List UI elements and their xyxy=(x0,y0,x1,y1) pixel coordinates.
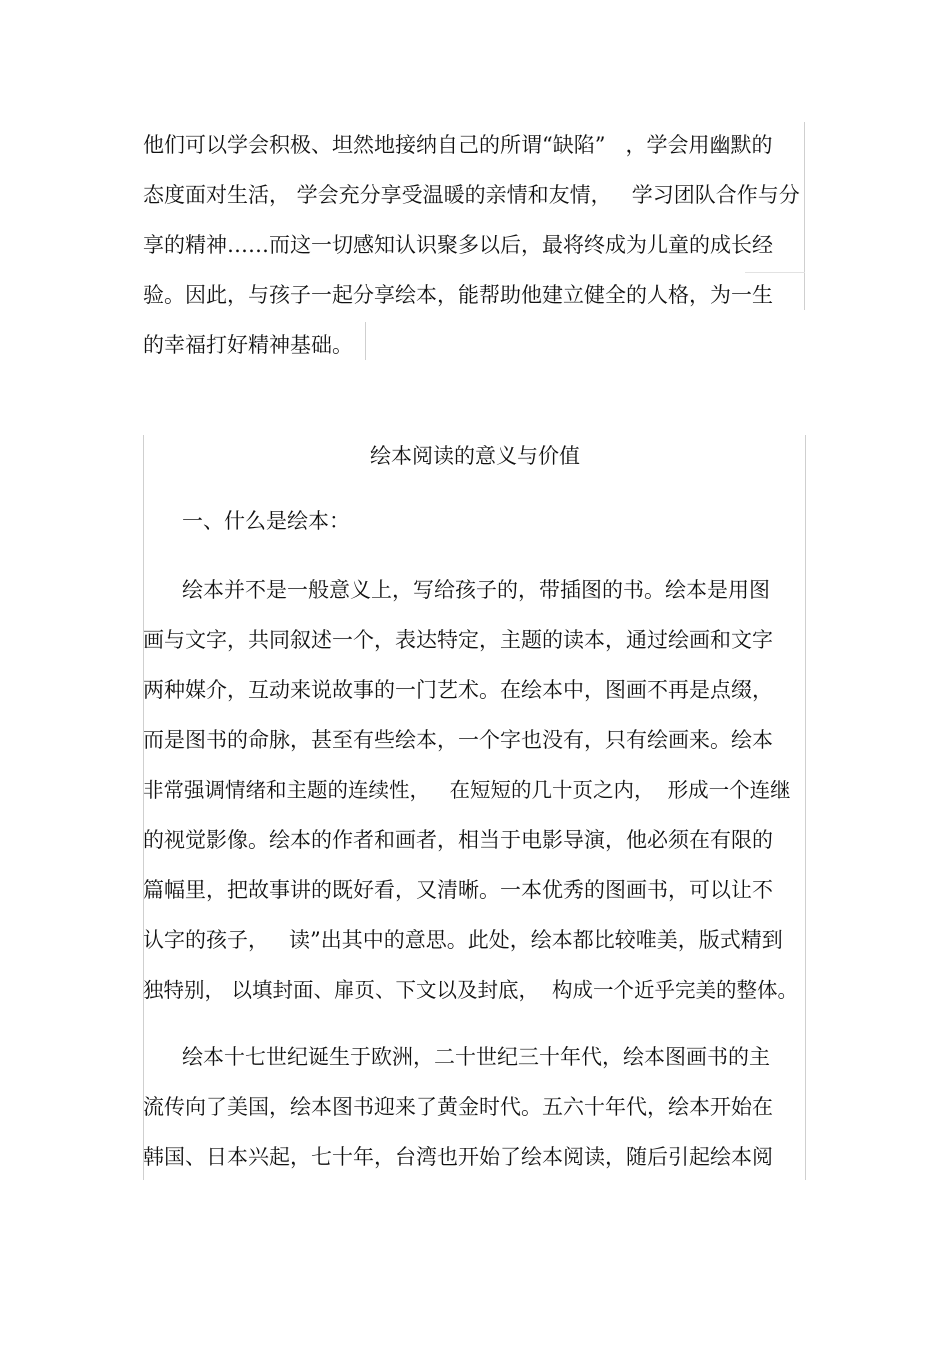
para1-line-5: 非常强调情绪和主题的连续性， 在短短的几十页之内， 形成一个连继 xyxy=(143,778,791,802)
section-heading: 一、什么是绘本： xyxy=(182,509,350,533)
para1-line-9: 独特别， 以填封面、扉页、下文以及封底， 构成一个近乎完美的整体。 xyxy=(143,978,799,1002)
block1-row-divider xyxy=(745,272,805,273)
para2-line-3: 韩国、日本兴起，七十年，台湾也开始了绘本阅读，随后引起绘本阅 xyxy=(143,1145,773,1169)
para2-line-2: 流传向了美国，绘本图书迎来了黄金时代。五六十年代，绘本开始在 xyxy=(143,1095,773,1119)
block1-line-1: 他们可以学会积极、坦然地接纳自己的所谓“缺陷” ，学会用幽默的 xyxy=(143,133,773,157)
para1-line-3: 两种媒介，互动来说故事的一门艺术。在绘本中，图画不再是点缀， xyxy=(143,678,773,702)
section-title: 绘本阅读的意义与价值 xyxy=(370,444,580,468)
para1-line-2: 画与文字，共同叙述一个，表达特定，主题的读本，通过绘画和文字 xyxy=(143,628,773,652)
block2-left-border xyxy=(143,435,144,1180)
block1-line-5: 的幸福打好精神基础。 xyxy=(143,333,353,357)
block1-line-2: 态度面对生活， 学会充分享受温暖的亲情和友情， 学习团队合作与分 xyxy=(143,183,800,207)
para1-line-1: 绘本并不是一般意义上，写给孩子的，带插图的书。绘本是用图 xyxy=(182,578,770,602)
para2-line-1: 绘本十七世纪诞生于欧洲，二十世纪三十年代，绘本图画书的主 xyxy=(182,1045,770,1069)
para1-line-6: 的视觉影像。绘本的作者和画者，相当于电影导演，他必须在有限的 xyxy=(143,828,773,852)
block1-right-border xyxy=(804,122,805,310)
para1-line-7: 篇幅里，把故事讲的既好看，又清晰。一本优秀的图画书，可以让不 xyxy=(143,878,773,902)
block1-line-3: 享的精神……而这一切感知认识聚多以后，最将终成为儿童的成长经 xyxy=(143,233,773,257)
block2-right-border xyxy=(805,435,806,1180)
para1-line-8: 认字的孩子， 读”出其中的意思。此处，绘本都比较唯美，版式精到 xyxy=(143,928,783,952)
para1-line-4: 而是图书的命脉，甚至有些绘本，一个字也没有，只有绘画来。绘本 xyxy=(143,728,773,752)
block1-line-4: 验。因此，与孩子一起分享绘本，能帮助他建立健全的人格，为一生 xyxy=(143,283,773,307)
block1-last-line-border xyxy=(365,322,366,360)
